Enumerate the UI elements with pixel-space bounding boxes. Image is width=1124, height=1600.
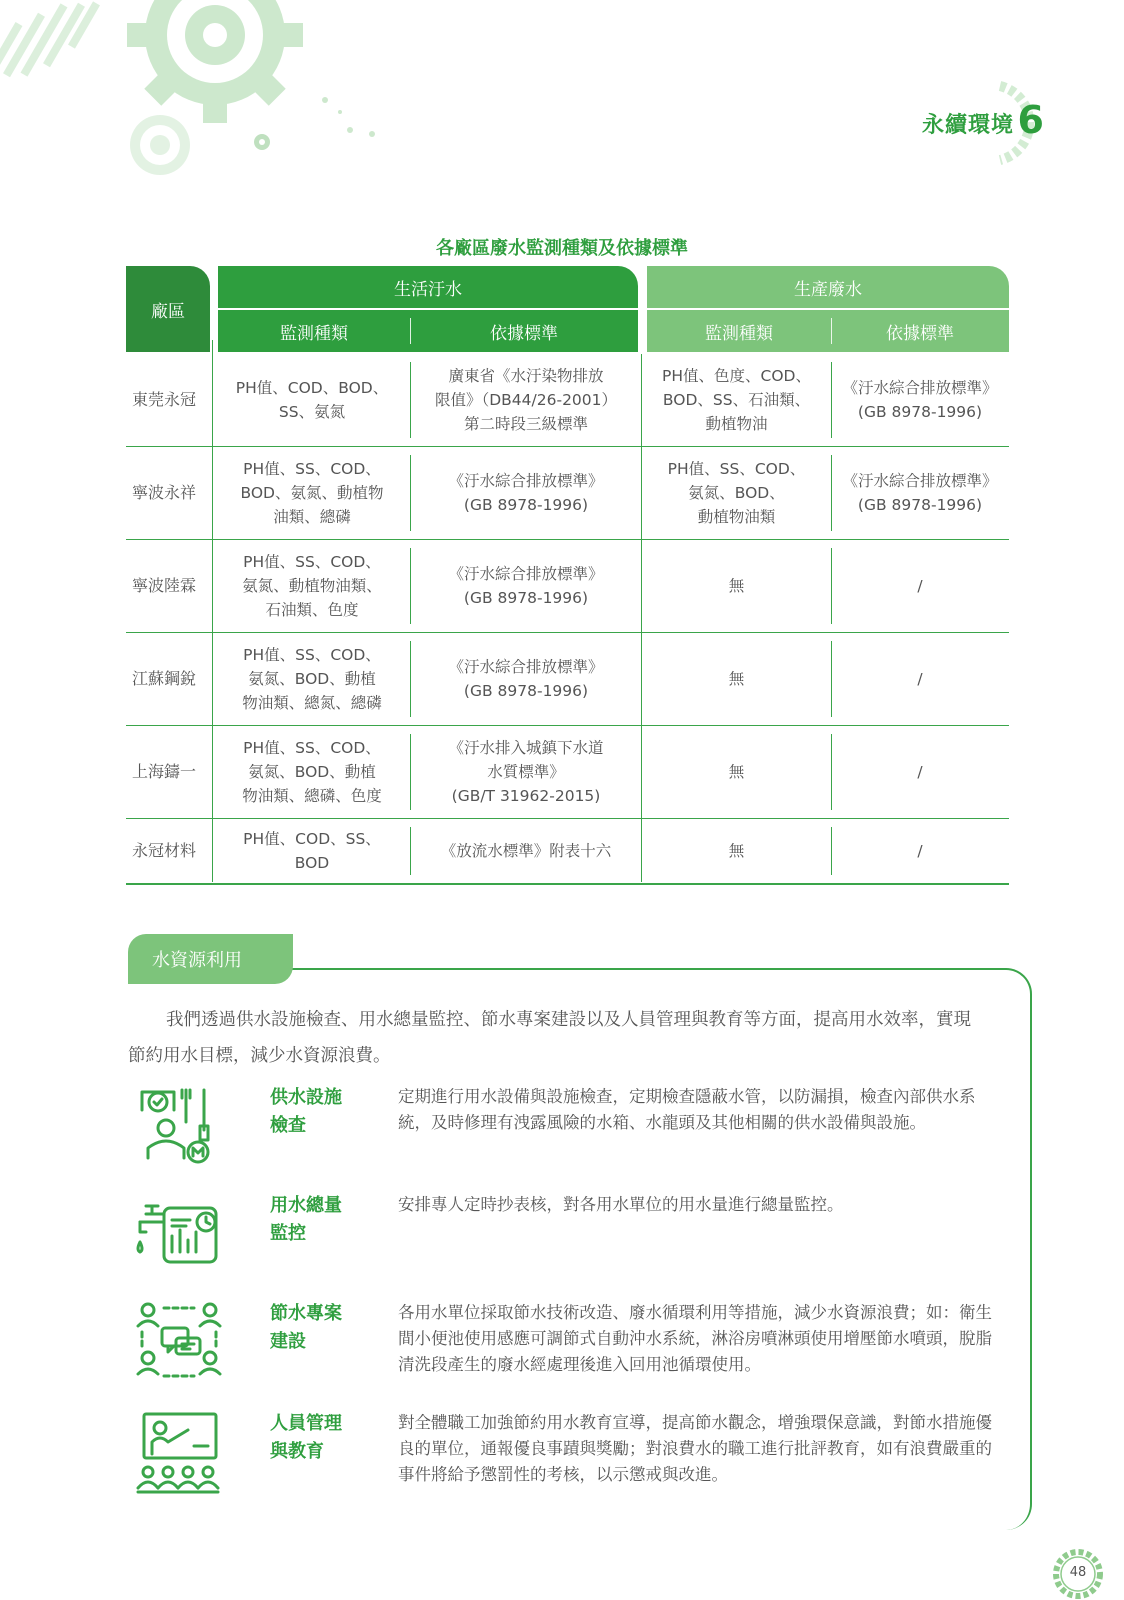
header-dom-std (410, 310, 638, 352)
column-divider-segment (410, 362, 411, 438)
column-divider-segment (410, 548, 411, 624)
decorative-gears-icon (0, 0, 420, 200)
item-title-education: 人員管理 與教育 (270, 1413, 342, 1462)
section-title: 永續環境 (921, 113, 1014, 138)
cell-dom-std: 廣東省《水汙染物排放 限值》（DB44/26-2001） 第二時段三級標準 (434, 367, 618, 433)
cell-factory: 江蘇鋼銳 (132, 669, 197, 688)
cell-dom-type: PH值、SS、COD、 氨氮、BOD、動植 物油類、總磷、色度 (242, 739, 382, 805)
cell-dom-type: PH值、SS、COD、 BOD、氨氮、動植物 油類、總磷 (240, 460, 384, 526)
cell-prod-type: 無 (728, 842, 745, 860)
header-domestic-group (218, 266, 638, 308)
cell-dom-std: 《汙水排入城鎮下水道 水質標準》 (GB/T 31962-2015) (448, 739, 604, 805)
column-divider-segment (831, 641, 832, 717)
row-divider (126, 883, 1009, 885)
cell-prod-std: / (917, 842, 923, 860)
cell-factory: 永冠材料 (132, 841, 197, 860)
cell-factory: 寧波陸霖 (132, 576, 197, 595)
header-production-label: 生產廢水 (794, 279, 862, 300)
header-prod-type-label: 監測種類 (705, 323, 773, 344)
column-divider-segment (410, 455, 411, 531)
cell-factory: 東莞永冠 (132, 390, 197, 409)
column-divider-segment (410, 641, 411, 717)
cell-factory: 寧波永祥 (132, 483, 197, 502)
cell-dom-std: 《汙水綜合排放標準》 (GB 8978-1996) (448, 658, 604, 700)
water-saving-project-icon (134, 1296, 224, 1386)
header-dom-type (218, 310, 410, 352)
water-usage-monitor-icon (134, 1192, 224, 1282)
header-prod-type (647, 310, 831, 352)
cell-prod-std: / (917, 577, 923, 595)
column-divider-segment (831, 455, 832, 531)
column-divider-segment (831, 827, 832, 875)
cell-prod-std: 《汙水綜合排放標準》 (GB 8978-1996) (842, 379, 998, 421)
cell-dom-type: PH值、SS、COD、 氨氮、BOD、動植 物油類、總氮、總磷 (242, 646, 382, 712)
cell-prod-std: / (917, 670, 923, 688)
cell-prod-std: 《汙水綜合排放標準》 (GB 8978-1996) (842, 472, 998, 514)
header-factory-label: 廠區 (151, 301, 185, 322)
column-divider-segment (410, 734, 411, 810)
table-title: 各廠區廢水監測種類及依據標準 (436, 238, 688, 259)
header-production-group (647, 266, 1009, 308)
item-desc-project: 各用水單位採取節水技術改造、廢水循環利用等措施，減少水資源浪費；如：衛生間小便池使用感應可調節式自動沖水系統，淋浴房噴淋頭使用增壓節水噴頭，脫脂清洗段產生的廢水經處理後進入回用池循環使用。 (398, 1303, 992, 1374)
header-dom-type-label: 監測種類 (280, 323, 348, 344)
header-prod-std-label: 依據標準 (886, 323, 954, 344)
section-number: 6 (1017, 98, 1044, 142)
cell-prod-type: 無 (728, 577, 745, 595)
water-intro: 我們透過供水設施檢查、用水總量監控、節水專案建設以及人員管理與教育等方面，提高用水效率，實現節約用水目標，減少水資源浪費。 (128, 1010, 971, 1066)
page-number: 48 (1069, 1565, 1087, 1580)
cell-dom-std: 《汙水綜合排放標準》 (GB 8978-1996) (448, 565, 604, 607)
header-factory (126, 266, 210, 352)
header-prod-std (831, 310, 1009, 352)
cell-prod-type: PH值、SS、COD、 氨氮、BOD、 動植物油類 (667, 460, 806, 526)
item-title-monitor: 用水總量 監控 (270, 1195, 342, 1244)
header-dom-std-label: 依據標準 (490, 323, 558, 344)
header-domestic-label: 生活汙水 (394, 279, 462, 300)
cell-prod-type: PH值、色度、COD、 BOD、SS、石油類、 動植物油 (662, 367, 811, 433)
column-divider-segment (410, 827, 411, 875)
cell-dom-std: 《放流水標準》附表十六 (440, 842, 612, 860)
item-desc-facility: 定期進行用水設備與設施檢查，定期檢查隱蔽水管，以防漏損，檢查內部供水系統，及時修理有洩露風險的水箱、水龍頭及其他相關的供水設備與設施。 (398, 1087, 976, 1132)
cell-prod-std: / (917, 763, 923, 781)
water-facility-inspection-icon (134, 1082, 224, 1172)
column-divider (212, 340, 213, 882)
cell-dom-type: PH值、COD、SS、 BOD (243, 830, 381, 872)
item-desc-education: 對全體職工加強節約用水教育宣導，提高節水觀念，增強環保意識，對節水措施優良的單位，通報優良事蹟與獎勵；對浪費水的職工進行批評教育，如有浪費嚴重的事件將給予懲罰性的考核，以示懲戒與改進。 (398, 1413, 992, 1484)
cell-dom-std: 《汙水綜合排放標準》 (GB 8978-1996) (448, 472, 604, 514)
cell-dom-type: PH值、COD、BOD、 SS、氨氮 (235, 379, 389, 421)
cell-prod-type: 無 (728, 763, 745, 781)
cell-factory: 上海鑄一 (132, 762, 197, 781)
column-divider-segment (831, 548, 832, 624)
column-divider (641, 354, 642, 882)
item-desc-monitor: 安排專人定時抄表核，對各用水單位的用水量進行總量監控。 (398, 1195, 844, 1214)
staff-education-icon (134, 1408, 224, 1498)
item-title-project: 節水專案 建設 (270, 1303, 342, 1352)
water-section-tab: 水資源利用 (128, 934, 293, 984)
item-title-facility: 供水設施 檢查 (270, 1087, 342, 1136)
cell-dom-type: PH值、SS、COD、 氨氮、動植物油類、 石油類、色度 (242, 553, 382, 619)
column-divider-segment (831, 362, 832, 438)
cell-prod-type: 無 (728, 670, 745, 688)
column-divider-segment (831, 734, 832, 810)
